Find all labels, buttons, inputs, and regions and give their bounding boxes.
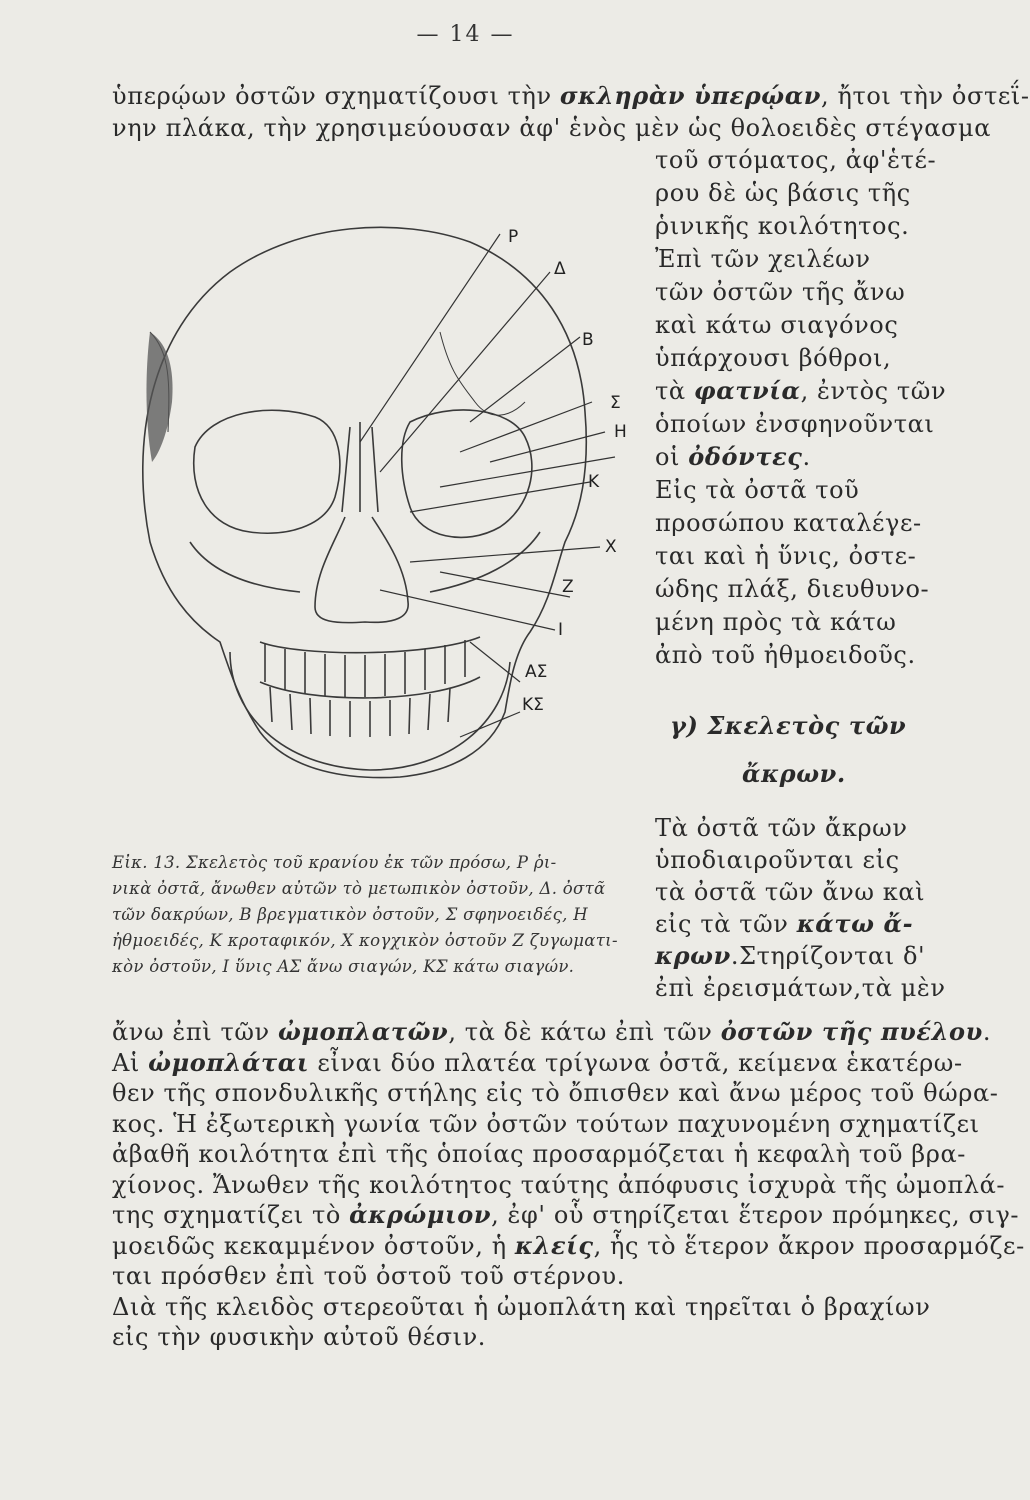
label-X: Χ	[605, 537, 617, 557]
emphasis-term: κρων	[655, 941, 731, 970]
text-line	[112, 1108, 980, 1140]
text-run: Ἐπὶ τῶν χειλέων	[655, 245, 871, 273]
text-line	[112, 1321, 902, 1353]
emphasis-term: σκληρὰν ὑπερῴαν	[559, 81, 822, 110]
text-run: ἀπὸ τοῦ ἠθμοειδοῦς.	[655, 641, 916, 669]
text-run: , ἤτοι τὴν ὀστεΐ-	[821, 82, 1030, 110]
text-run: ῥινικῆς κοιλότητος.	[655, 212, 910, 240]
emphasis-term: κλείς	[514, 1230, 594, 1260]
text-run: τῶν ὀστῶν τῆς ἄνω	[655, 278, 906, 306]
text-run: ἄνω ἐπὶ τῶν	[112, 1018, 278, 1046]
right-orbit	[402, 410, 532, 537]
text-line	[655, 210, 910, 242]
text-run: Τὰ ὀστᾶ τῶν ἄκρων	[655, 814, 908, 842]
text-run: εἰς τὰ τῶν	[655, 910, 797, 938]
text-run: εἶναι δύο πλατέα τρίγωνα ὀστᾶ, κείμενα ἑκατέρω-	[309, 1048, 963, 1077]
label-D: Δ	[554, 259, 566, 279]
text-run: προσώπου καταλέγε-	[655, 509, 922, 537]
text-run: Εἰς τὰ ὀστᾶ τοῦ	[655, 476, 860, 504]
text-run: μένη πρὸς τὰ κάτω	[655, 608, 897, 636]
text-line	[655, 507, 922, 539]
text-line	[655, 375, 947, 407]
text-line	[112, 1291, 931, 1323]
text-run: ὑπερῴων ὀστῶν σχηματίζουσι τὴν	[112, 82, 560, 110]
label-S: Σ	[610, 393, 621, 413]
text-line	[655, 342, 905, 374]
caption-line: κὸν ὀστοῦν, Ι ὕνις ΑΣ ἄνω σιαγών, ΚΣ κάτω σιαγών.	[112, 957, 575, 976]
text-run: .Στηρίζονται δ'	[730, 942, 926, 970]
text-line	[112, 1138, 966, 1170]
text-line	[655, 243, 905, 275]
caption-line: νικὰ ὀστᾶ, ἄνωθεν αὐτῶν τὸ μετωπικὸν ὀστοῦν, Δ. ὀστᾶ	[112, 879, 606, 898]
text-run: , ἐφ' οὗ στηρίζεται ἕτερον πρόμηκες, σιγ-	[491, 1201, 1020, 1229]
label-KS: ΚΣ	[522, 695, 544, 715]
text-line	[112, 1260, 902, 1292]
label-K: Κ	[588, 472, 600, 492]
text-line	[655, 844, 905, 876]
text-run: θεν τῆς σπονδυλικῆς στήλης εἰς τὸ ὄπισθεν καὶ ἄνω μέρος τοῦ θώρα-	[112, 1079, 999, 1107]
text-line	[655, 812, 908, 844]
text-line	[112, 1169, 1006, 1201]
text-line	[655, 639, 916, 671]
text-line	[655, 940, 926, 972]
label-Z: Ζ	[562, 577, 574, 597]
text-run: .	[982, 1018, 992, 1046]
text-run: της σχηματίζει τὸ	[112, 1201, 350, 1229]
text-line	[655, 573, 930, 605]
emphasis-term: φατνία	[693, 376, 801, 405]
text-run: νην πλάκα, τὴν χρησιμεύουσαν ἀφ' ἑνὸς μὲν ὡς θολοειδὲς στέγασμα	[112, 114, 992, 142]
text-line	[655, 540, 917, 572]
text-run: τὰ	[655, 377, 694, 405]
text-run: Διὰ τῆς κλειδὸς στερεοῦται ἡ ὠμοπλάτη καὶ τηρεῖται ὁ βραχίων	[112, 1292, 931, 1321]
caption-line: ἠθμοειδές, Κ κροταφικόν, Χ κογχικὸν ὀστοῦν Ζ ζυγωματι-	[112, 931, 618, 950]
text-line	[655, 309, 905, 341]
section-heading-line-2: ἄκρων.	[742, 759, 846, 788]
caption-line: Εἰκ. 13. Σκελετὸς τοῦ κρανίου ἐκ τῶν πρόσω, Ρ ῥι-	[112, 853, 557, 872]
text-line	[655, 144, 937, 176]
text-line	[655, 276, 905, 308]
text-run: μοειδῶς κεκαμμένον ὀστοῦν, ἡ	[112, 1231, 515, 1260]
emphasis-term: ὀστῶν τῆς πυέλου	[720, 1017, 983, 1046]
text-line	[655, 876, 926, 908]
text-run: κος. Ἡ ἐξωτερικὴ γωνία τῶν ὀστῶν τούτων παχυνομένη σχηματίζει	[112, 1109, 980, 1138]
figure-caption	[112, 850, 657, 980]
text-run: ὑπάρχουσι βόθροι,	[655, 344, 892, 372]
nasal-cavity	[315, 517, 408, 623]
teeth-upper	[265, 640, 465, 697]
label-B: Β	[582, 330, 594, 350]
text-line	[655, 606, 905, 638]
text-line	[112, 1016, 992, 1048]
text-run: , ἧς τὸ ἕτερον ἄκρον προσαρμόζε-	[593, 1231, 1025, 1260]
text-run: ἀβαθῆ κοιλότητα ἐπὶ τῆς ὁποίας προσαρμόζεται ἡ κεφαλὴ τοῦ βρα-	[112, 1140, 966, 1168]
section-heading-line-1: γ) Σκελετὸς τῶν	[670, 711, 907, 740]
text-run: ρου δὲ ὡς βάσις τῆς	[655, 179, 911, 207]
text-run: , ἐντὸς τῶν	[800, 377, 947, 405]
text-run: οἱ	[655, 443, 689, 471]
emphasis-term: κάτω ἄ-	[796, 909, 914, 938]
upper-jaw	[260, 637, 480, 653]
text-run: Αἱ	[112, 1048, 149, 1077]
text-run: ἐπὶ ἐρεισμάτων,τὰ μὲν	[655, 974, 946, 1002]
text-line	[112, 1077, 999, 1109]
text-line	[655, 474, 905, 506]
text-line	[655, 441, 905, 473]
text-line	[112, 1047, 963, 1079]
skull-figure	[110, 212, 630, 812]
text-run: χίονος. Ἄνωθεν τῆς κοιλότητος ταύτης ἀπόφυσις ἰσχυρὰ τῆς ὠμοπλά-	[112, 1170, 1006, 1199]
caption-line: τῶν δακρύων, Β βρεγματικὸν ὀστοῦν, Σ σφηνοειδές, Η	[112, 905, 588, 924]
label-I: Ι	[558, 620, 564, 640]
text-line	[112, 112, 992, 144]
emphasis-term: ἀκρώμιον	[349, 1200, 492, 1229]
text-run: ὁποίων ἐνσφηνοῦνται	[655, 410, 935, 438]
text-line	[655, 908, 914, 940]
text-run: ται καὶ ἡ ὕνις, ὀστε-	[655, 542, 917, 570]
text-line	[112, 1230, 1025, 1262]
text-run: εἰς τὴν φυσικὴν αὐτοῦ θέσιν.	[112, 1323, 487, 1351]
text-run: καὶ κάτω σιαγόνος	[655, 311, 899, 339]
text-line	[112, 1199, 1020, 1231]
text-line	[655, 408, 935, 440]
text-run: .	[802, 443, 811, 471]
emphasis-term: ὀδόντες	[688, 442, 803, 471]
emphasis-term: ὠμοπλάται	[148, 1047, 310, 1077]
label-H: Η	[614, 422, 627, 442]
left-orbit	[194, 410, 340, 533]
text-line	[655, 177, 911, 209]
page-number: — 14 —	[416, 22, 515, 47]
label-P: Ρ	[508, 227, 519, 247]
emphasis-term: ὠμοπλατῶν	[277, 1017, 449, 1046]
text-line	[655, 972, 946, 1004]
text-run: ται πρόσθεν ἐπὶ τοῦ ὀστοῦ τοῦ στέρνου.	[112, 1262, 625, 1290]
temporal-shading	[146, 332, 172, 462]
text-run: τὰ ὀστᾶ τῶν ἄνω καὶ	[655, 878, 926, 906]
text-run: τοῦ στόματος, ἀφ'ἑτέ-	[655, 146, 937, 174]
label-AS: ΑΣ	[525, 662, 548, 682]
text-line	[112, 80, 1030, 112]
text-run: ὑποδιαιροῦνται εἰς	[655, 846, 900, 874]
text-run: ώδης πλάξ, διευθυνο-	[655, 575, 930, 603]
text-run: , τὰ δὲ κάτω ἐπὶ τῶν	[448, 1018, 721, 1046]
